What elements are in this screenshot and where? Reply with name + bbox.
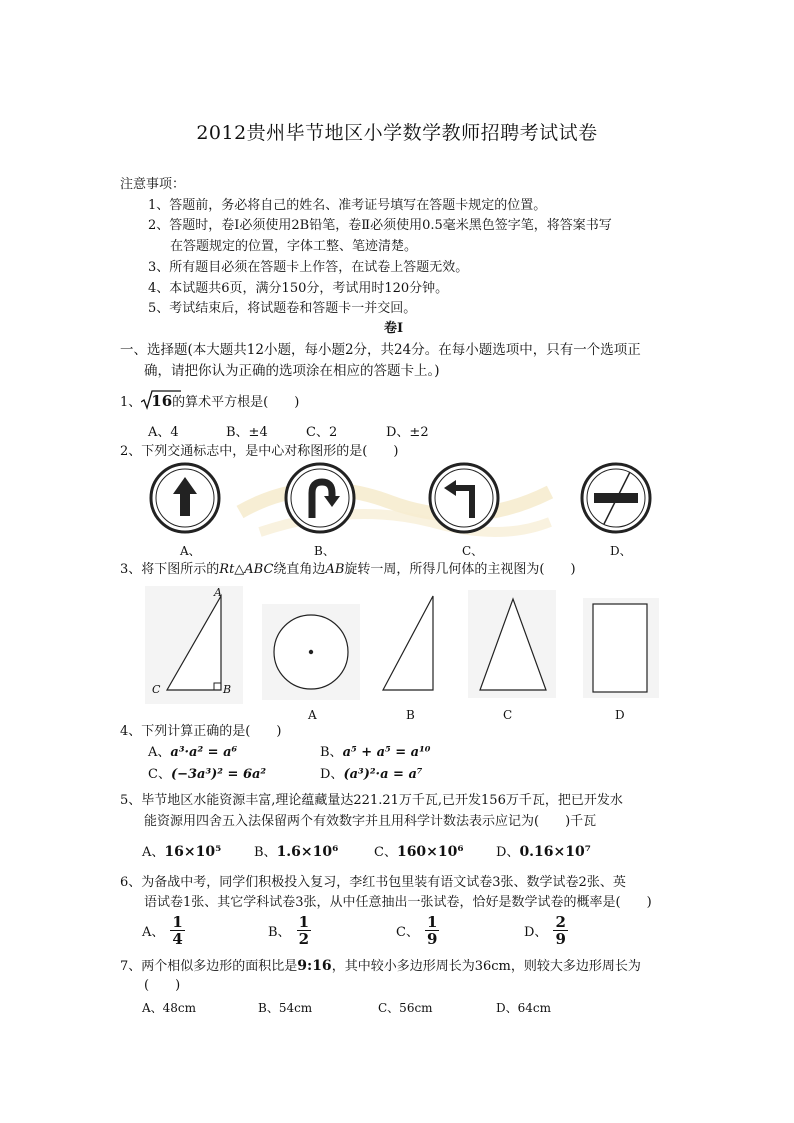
q6-option-a: A、 $\frac{1}{4}$ <box>142 913 183 948</box>
question-2: 2、下列交通标志中，是中心对称图形的是( ) <box>120 444 399 459</box>
q4-option-d: D、(a³)²·a = a⁷ <box>320 767 423 782</box>
page-title: 2012贵州毕节地区小学数学教师招聘考试试卷 <box>196 122 598 144</box>
question-7-cont: ( ) <box>144 978 181 993</box>
question-5-cont: 能资源用四舍五入法保留两个有效数字并且用科学计数法表示应记为( )千瓦 <box>144 814 597 829</box>
q7-option-b: B、54cm <box>258 1001 313 1015</box>
q3-option-d-rectangle <box>583 598 659 698</box>
q1-radicand: 16 <box>151 392 173 410</box>
u-turn-icon <box>282 460 358 536</box>
q3-axis-name: AB <box>325 562 345 577</box>
q6-option-d: D、 $\frac{2}{9}$ <box>524 913 566 948</box>
q3-triangle-name: Rt△ABC <box>219 562 274 577</box>
notice-item: 1、答题前，务必将自己的姓名、准考证号填写在答题卡规定的位置。 <box>148 198 547 213</box>
q1-option-d: D、±2 <box>386 425 429 440</box>
q2-label-b: B、 <box>314 544 335 558</box>
q1-prefix: 1、 <box>120 395 142 410</box>
q3-option-b-triangle <box>380 593 440 693</box>
q4-option-c: C、(−3a³)² = 6a² <box>148 767 267 782</box>
notice-item: 2、答题时，卷Ⅰ必须使用2B铅笔，卷Ⅱ必须使用0.5毫米黑色签字笔，将答案书写 <box>148 218 612 233</box>
notice-item: 5、考试结束后，将试题卷和答题卡一并交回。 <box>148 301 417 316</box>
question-6: 6、为备战中考，同学们积极投入复习，李红书包里装有语文试卷3张、数学试卷2张、英 <box>120 875 626 890</box>
q3-option-c-isosceles <box>468 590 556 698</box>
slash-bar-icon <box>578 460 654 536</box>
q1-option-b: B、±4 <box>226 425 268 440</box>
q3-vertex-a: A <box>214 586 222 599</box>
q3-vertex-c: C <box>152 683 161 696</box>
notice-item: 在答题规定的位置，字体工整、笔迹清楚。 <box>170 239 418 254</box>
q2-label-a: A、 <box>180 544 201 558</box>
q3-label-d: D <box>615 708 625 722</box>
q3-stem-c: 旋转一周，所得几何体的主视图为( ) <box>344 562 576 577</box>
notice-item: 4、本试题共6页，满分150分，考试用时120分钟。 <box>148 281 449 296</box>
watermark-graphic <box>230 462 560 552</box>
notice-item: 3、所有题目必须在答题卡上作答，在试卷上答题无效。 <box>148 260 469 275</box>
q1-stem: 的算术平方根是( ) <box>172 395 300 410</box>
q5-option-b: B、1.6×10⁶ <box>254 844 339 860</box>
volume-heading: 卷Ⅰ <box>384 321 404 336</box>
q3-stem-a: 3、将下图所示的 <box>120 562 220 577</box>
q5-option-a: A、16×10⁵ <box>142 844 222 860</box>
section-heading: 一、选择题(本大题共12小题，每小题2分，共24分。在每小题选项中，只有一个选项正 <box>120 342 641 358</box>
question-6-cont: 语试卷1张、其它学科试卷3张，从中任意抽出一张试卷，恰好是数学试卷的概率是( ) <box>144 895 652 910</box>
section-heading-cont: 确，请把你认为正确的选项涂在相应的答题卡上。) <box>144 363 440 379</box>
turn-left-icon <box>426 460 502 536</box>
q5-option-c: C、160×10⁶ <box>374 844 464 860</box>
question-7: 7、两个相似多边形的面积比是9:16，其中较小多边形周长为36cm，则较大多边形周长为 <box>120 958 641 974</box>
q4-option-b: B、a⁵ + a⁵ = a¹⁰ <box>320 745 431 760</box>
notice-heading: 注意事项： <box>120 177 186 192</box>
q7-option-a: A、48cm <box>142 1001 197 1015</box>
q3-stem-b: 绕直角边 <box>273 562 326 577</box>
q3-label-a: A <box>308 708 317 722</box>
q3-option-a-circle <box>262 604 360 700</box>
q3-label-b: B <box>406 708 415 722</box>
question-4: 4、下列计算正确的是( ) <box>120 724 282 739</box>
q6-option-b: B、 $\frac{1}{2}$ <box>268 913 309 948</box>
q2-label-c: C、 <box>462 544 484 558</box>
arrow-up-icon <box>147 460 223 536</box>
q6-option-c: C、 $\frac{1}{9}$ <box>396 913 438 948</box>
q1-option-a: A、4 <box>148 425 179 440</box>
q7-option-d: D、64cm <box>496 1001 551 1015</box>
q3-label-c: C <box>503 708 513 722</box>
q3-vertex-b: B <box>223 683 232 696</box>
sqrt-icon <box>141 392 172 410</box>
q4-option-a: A、a³·a² = a⁶ <box>148 745 238 760</box>
question-1 <box>120 392 299 412</box>
question-3 <box>120 561 576 579</box>
q1-option-c: C、2 <box>306 425 338 440</box>
q2-label-d: D、 <box>610 544 632 558</box>
question-5: 5、毕节地区水能资源丰富,理论蕴藏量达221.21万千瓦,已开发156万千瓦，把已开发水 <box>120 793 623 808</box>
q7-option-c: C、56cm <box>378 1001 433 1015</box>
q5-option-d: D、0.16×10⁷ <box>496 844 591 860</box>
